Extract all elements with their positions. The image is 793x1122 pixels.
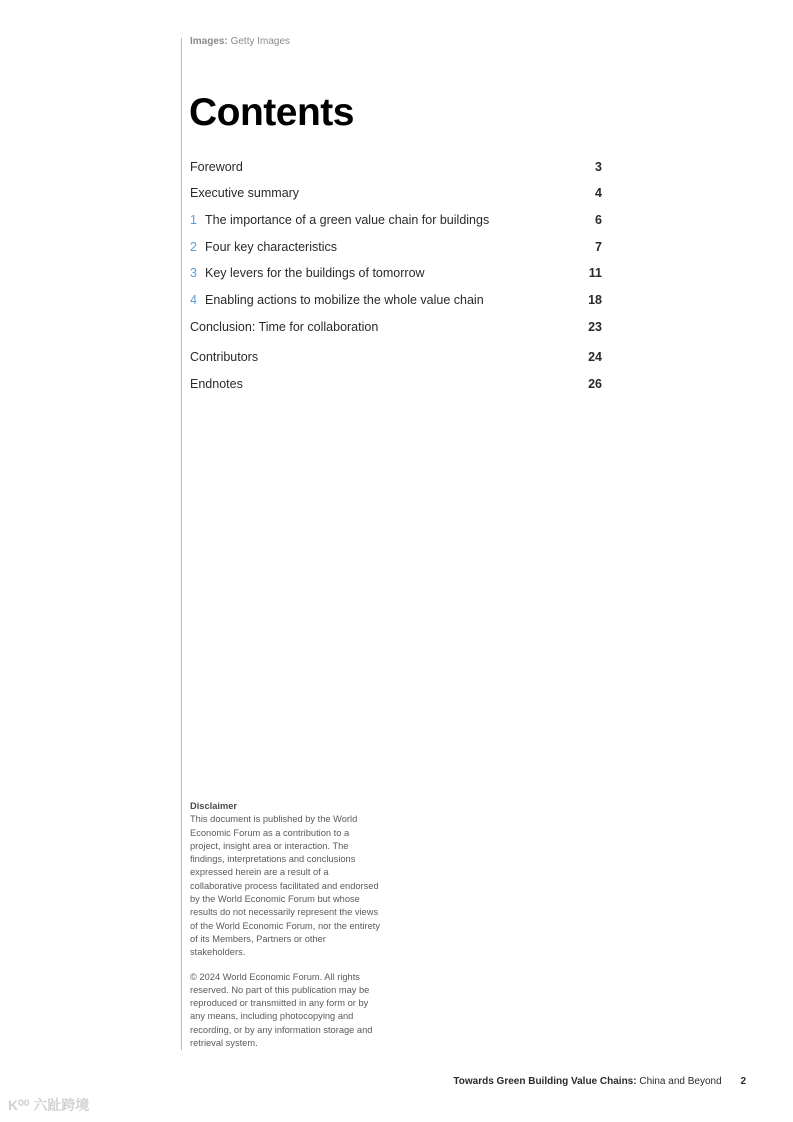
toc-entry-number: 1 (190, 213, 197, 227)
toc-entry-page: 18 (588, 293, 602, 307)
footer-title-bold: Towards Green Building Value Chains: (453, 1076, 637, 1087)
toc-entry-number: 3 (190, 266, 197, 280)
disclaimer (190, 800, 390, 1050)
toc-entry-page: 3 (595, 160, 602, 174)
image-credit-label: Images: (190, 36, 228, 47)
image-credit (190, 36, 290, 47)
toc-entry-label: Conclusion: Time for collaboration (190, 320, 379, 334)
toc-entry[interactable] (190, 184, 602, 202)
image-credit-source: Getty Images (230, 36, 291, 47)
page-footer (453, 1076, 746, 1087)
vertical-divider (181, 38, 182, 1050)
footer-title-rest: China and Beyond (639, 1076, 722, 1087)
toc-entry-number: 4 (190, 293, 197, 307)
toc-entry-label: Endnotes (190, 377, 243, 391)
toc-entry-page: 11 (588, 266, 602, 280)
toc-entry[interactable] (190, 291, 602, 309)
copyright-notice: © 2024 World Economic Forum. All rights reserved. No part of this publication may be reproduced or transmitted in any form or by any means, including photocopying and recording, or by any information storage and retrieval system. (190, 971, 373, 1049)
toc-entry-label: Executive summary (190, 186, 300, 200)
toc-entry[interactable] (190, 375, 602, 393)
disclaimer-body: This document is published by the World Economic Forum as a contribution to a project, insight area or interaction. The findings, interpretations and conclusions expressed herein are a result of a collaborative process facilitated and endorsed by the World Economic Forum but whose results do not necessarily represent the views of the World Economic Forum, nor the entirety of its Members, Partners or other stakeholders. (190, 814, 380, 958)
toc-entry-page: 26 (588, 377, 602, 391)
toc-entry-number: 2 (190, 240, 197, 254)
page-title: Contents (189, 91, 354, 134)
toc-entry[interactable] (190, 158, 602, 176)
disclaimer-title: Disclaimer (190, 801, 238, 811)
toc-entry[interactable] (190, 318, 602, 336)
toc-entry-page: 7 (595, 240, 602, 254)
toc-entry-label: Contributors (190, 350, 259, 364)
watermark-logo: K⁰⁰ 六趾跨境 (8, 1097, 90, 1113)
toc-entry-page: 23 (588, 320, 602, 334)
toc-entry[interactable] (190, 264, 602, 282)
footer-page-number: 2 (740, 1076, 746, 1087)
toc-entry-label: Foreword (190, 160, 243, 174)
toc-entry[interactable] (190, 211, 602, 229)
toc-entry-label: The importance of a green value chain for buildings (205, 213, 490, 227)
toc-entry[interactable] (190, 238, 602, 256)
toc-entry-label: Key levers for the buildings of tomorrow (205, 266, 425, 280)
toc-entry-page: 24 (588, 350, 602, 364)
toc-entry-label: Enabling actions to mobilize the whole value chain (205, 293, 484, 307)
toc-entry-page: 4 (595, 186, 602, 200)
toc-entry-page: 6 (595, 213, 602, 227)
toc-entry-label: Four key characteristics (205, 240, 337, 254)
toc-entry[interactable] (190, 348, 602, 366)
